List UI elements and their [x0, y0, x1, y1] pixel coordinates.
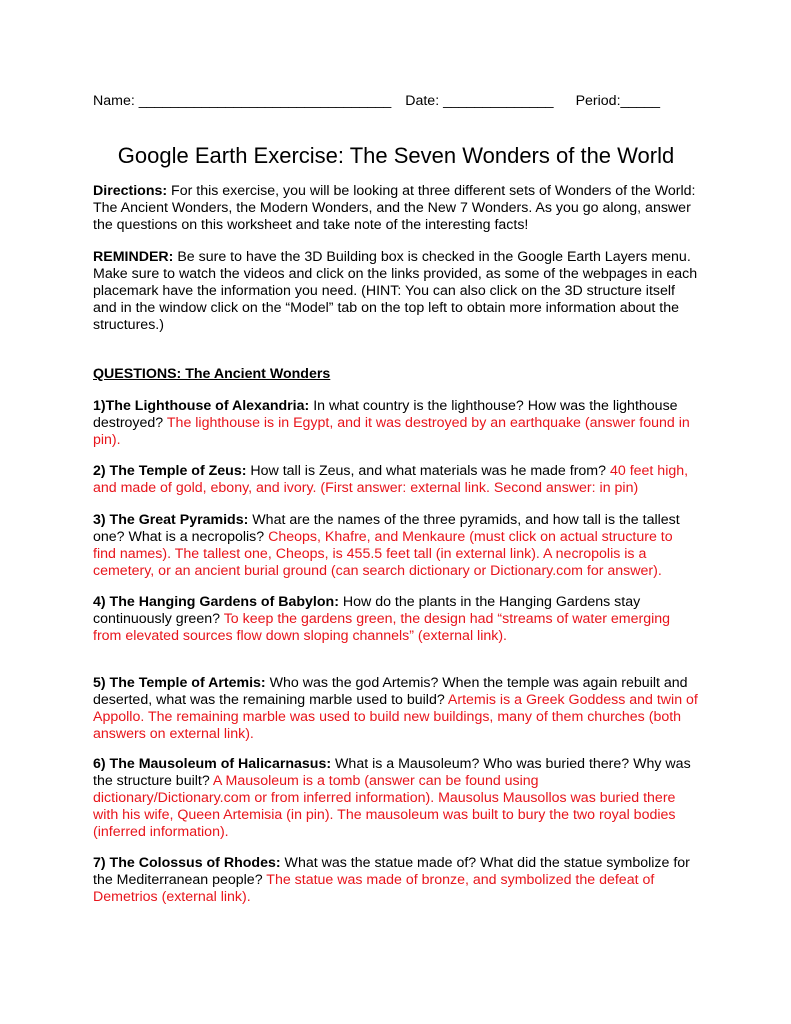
question-item	[93, 855, 699, 906]
question-title: 7) The Colossus of Rhodes:	[93, 855, 281, 871]
answer-text: Artemis is a Greek Goddess and twin of Appollo. The remaining marble was used to build new buildings, many of them churches (both answers on external link).	[93, 692, 698, 742]
question-text: What was the statue made of? What did the statue symbolize for the Mediterranean people?	[93, 855, 690, 888]
question-text: What are the names of the three pyramids, and how tall is the tallest one? What is a necropolis?	[93, 512, 680, 545]
question-item	[93, 398, 699, 449]
question-title: 6) The Mausoleum of Halicarnasus:	[93, 756, 332, 772]
question-text: How do the plants in the Hanging Gardens stay continuously green?	[93, 594, 641, 627]
answer-text: The statue was made of bronze, and symbolized the defeat of Demetrios (external link).	[93, 872, 655, 905]
name-field[interactable]: Name: ________________________________	[93, 93, 392, 109]
question-text: How tall is Zeus, and what materials was he made from?	[246, 463, 610, 479]
question-text: What is a Mausoleum? Who was buried there? Why was the structure built?	[93, 756, 691, 789]
question-item	[93, 512, 699, 580]
question-title: 3) The Great Pyramids:	[93, 512, 249, 528]
page-title: Google Earth Exercise: The Seven Wonders of the World	[117, 143, 675, 168]
question-title: 5) The Temple of Artemis:	[93, 675, 266, 691]
answer-text: A Mausoleum is a tomb (answer can be found using dictionary/Dictionary.com or from inferred information). Mausolus Mausollos was buried there with his wife, Queen Artemisia (in pin). The mausoleum was built to bury the two royal bodies (inferred information).	[93, 773, 676, 840]
question-item	[93, 594, 699, 645]
question-item	[93, 756, 699, 841]
question-title: 4) The Hanging Gardens of Babylon:	[93, 594, 339, 610]
directions-text: For this exercise, you will be looking at three different sets of Wonders of the World: The Ancient Wonders, the Modern Wonders, and the New 7 Wonders. As you go along, answer the questions on this worksheet and take note of the interesting facts!	[93, 183, 696, 233]
answer-text: 40 feet high, and made of gold, ebony, and ivory. (First answer: external link. Second answer: in pin)	[93, 463, 689, 496]
reminder-text: Be sure to have the 3D Building box is checked in the Google Earth Layers menu. Make sure to watch the videos and click on the links provided, as some of the webpages in each placemark have the information you need. (HINT: You can also click on the 3D structure itself and in the window click on the “Model” tab on the top left to obtain more information about the structures.)	[93, 249, 698, 333]
date-field[interactable]: Date: ______________	[405, 93, 554, 109]
header-line	[93, 93, 699, 109]
reminder-paragraph	[93, 249, 699, 334]
question-text: In what country is the lighthouse? How was the lighthouse destroyed?	[93, 398, 678, 431]
question-item	[93, 463, 699, 497]
answer-text: To keep the gardens green, the design had “streams of water emerging from elevated sources flow down sloping channels” (external link).	[93, 611, 671, 644]
reminder-label: REMINDER:	[93, 249, 174, 265]
answer-text: Cheops, Khafre, and Menkaure (must click on actual structure to find names). The tallest one, Cheops, is 455.5 feet tall (in external link). A necropolis is a cemetery, or an ancient burial ground (can search dictionary or Dictionary.com for answer).	[93, 529, 673, 579]
answer-text: The lighthouse is in Egypt, and it was destroyed by an earthquake (answer found in pin).	[93, 415, 690, 448]
period-field[interactable]: Period:_____	[575, 93, 660, 109]
question-text: Who was the god Artemis? When the temple was again rebuilt and deserted, what was the remaining marble used to build?	[93, 675, 688, 708]
question-item	[93, 675, 699, 743]
question-title: 2) The Temple of Zeus:	[93, 463, 247, 479]
directions-label: Directions:	[93, 183, 168, 199]
question-title: 1)The Lighthouse of Alexandria:	[93, 398, 310, 414]
directions-paragraph	[93, 183, 699, 234]
section-heading: QUESTIONS: The Ancient Wonders	[93, 366, 331, 382]
